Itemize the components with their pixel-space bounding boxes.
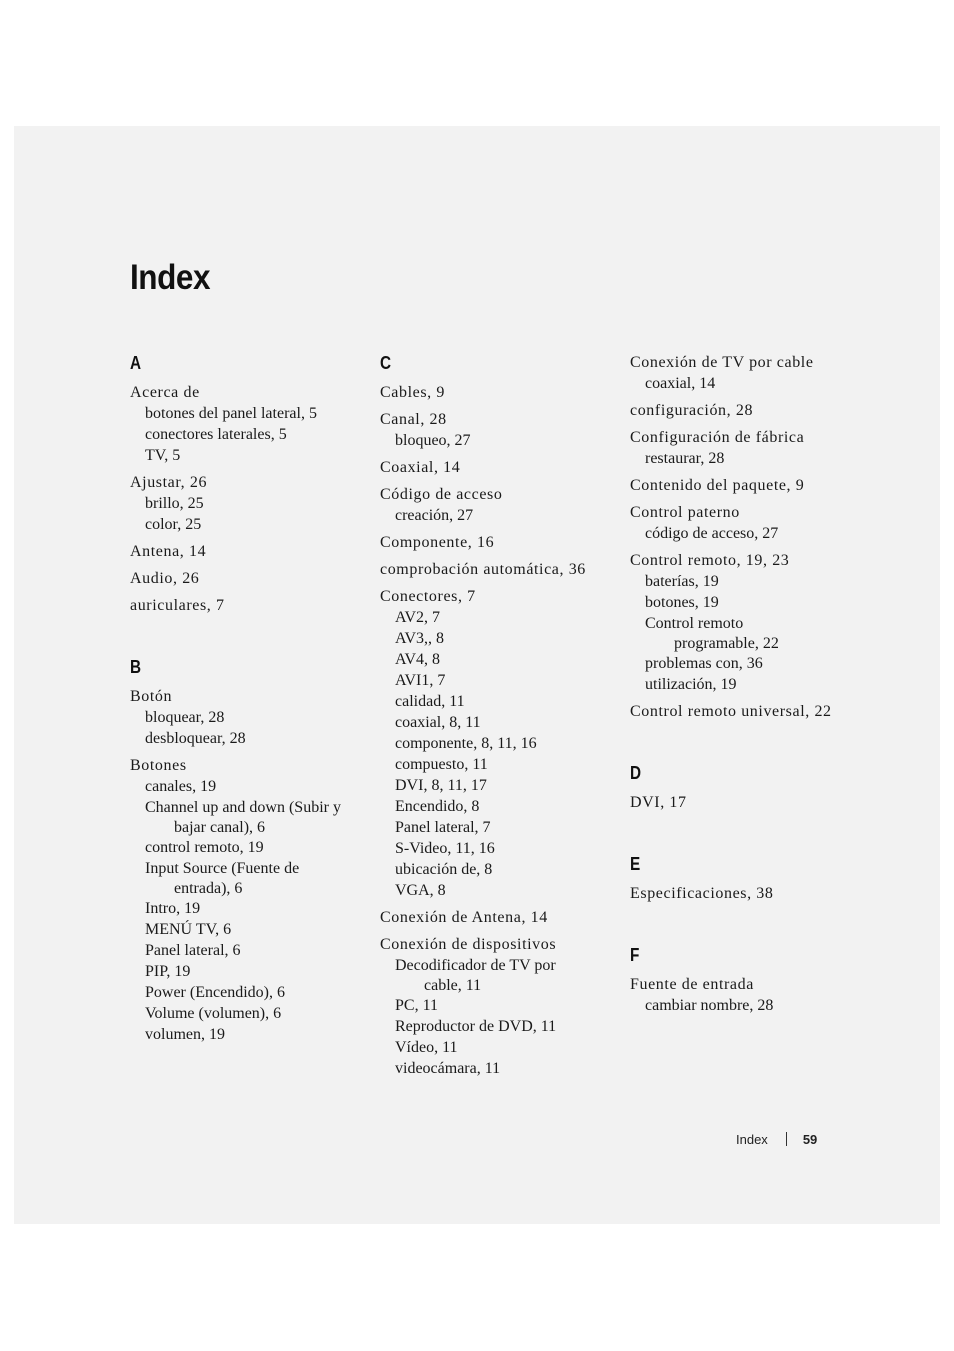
index-subentry: Input Source (Fuente de (145, 860, 300, 877)
index-entry (130, 472, 370, 535)
index-entry (630, 502, 880, 544)
index-subentry: S-Video, 11, 16 (395, 840, 495, 857)
index-entry (130, 686, 370, 749)
index-term: Botón (130, 688, 173, 705)
index-term: Conexión de dispositivos (380, 936, 557, 953)
index-subentry-continued: programable, 22 (674, 635, 779, 652)
index-section (130, 352, 370, 616)
index-column-2 (380, 352, 620, 1119)
index-subentry: código de acceso, 27 (645, 525, 779, 542)
index-entry (630, 427, 880, 469)
index-subentry: problemas con, 36 (645, 655, 763, 672)
index-entry (630, 974, 880, 1016)
index-term: Conectores, 7 (380, 588, 476, 605)
index-entry (630, 883, 880, 904)
index-subentry: Panel lateral, 7 (395, 819, 491, 836)
index-term: comprobación automática, 36 (380, 561, 586, 578)
index-subentry: AV2, 7 (395, 609, 441, 626)
index-column-3 (630, 352, 880, 1056)
index-term: Audio, 26 (130, 570, 200, 587)
index-term: Acerca de (130, 384, 200, 401)
index-term: Cables, 9 (380, 384, 445, 401)
index-subentry: baterías, 19 (645, 573, 719, 590)
index-subentry: restaurar, 28 (645, 450, 725, 467)
index-subentry-continued: cable, 11 (424, 977, 482, 994)
index-subentry: control remoto, 19 (145, 839, 264, 856)
index-term: DVI, 17 (630, 794, 687, 811)
index-entry (630, 701, 880, 722)
index-subentry: DVI, 8, 11, 17 (395, 777, 487, 794)
index-subentry: utilización, 19 (645, 676, 737, 693)
index-term: Control paterno (630, 504, 740, 521)
page-number: 59 (802, 1132, 818, 1147)
index-subentry: botones del panel lateral, 5 (145, 405, 317, 422)
index-subentry: bloquear, 28 (145, 709, 225, 726)
index-subentry: AV3,, 8 (395, 630, 445, 647)
index-entry (630, 400, 880, 421)
index-subentry: MENÚ TV, 6 (145, 921, 232, 938)
index-section (630, 352, 880, 722)
index-subentry: color, 25 (145, 516, 202, 533)
index-term: Conexión de Antena, 14 (380, 909, 548, 926)
section-letter: D (630, 763, 642, 783)
page-title: Index (130, 258, 211, 297)
index-entry (380, 382, 620, 403)
index-subentry: coaxial, 8, 11 (395, 714, 481, 731)
index-subentry: botones, 19 (645, 594, 719, 611)
index-subentry-continued: entrada), 6 (174, 880, 243, 897)
index-entry (130, 755, 370, 1045)
index-entry (380, 409, 620, 451)
index-entry (130, 382, 370, 466)
index-term: Componente, 16 (380, 534, 495, 551)
index-subentry: ubicación de, 8 (395, 861, 493, 878)
section-letter: E (630, 854, 641, 874)
index-entry (380, 484, 620, 526)
index-entry (380, 457, 620, 478)
index-subentry: volumen, 19 (145, 1026, 225, 1043)
index-section (630, 853, 880, 904)
index-term: Control remoto universal, 22 (630, 703, 832, 720)
index-term: Contenido del paquete, 9 (630, 477, 805, 494)
index-term: Configuración de fábrica (630, 429, 805, 446)
index-subentry: VGA, 8 (395, 882, 446, 899)
footer-separator (786, 1132, 787, 1146)
index-term: Ajustar, 26 (130, 474, 208, 491)
index-subentry: Panel lateral, 6 (145, 942, 241, 959)
index-subentry: Channel up and down (Subir y (145, 799, 341, 816)
section-letter: A (130, 353, 142, 373)
index-term: Antena, 14 (130, 543, 207, 560)
index-subentry: PC, 11 (395, 997, 438, 1014)
index-subentry: AV4, 8 (395, 651, 441, 668)
index-term: Código de acceso (380, 486, 503, 503)
index-subentry: desbloquear, 28 (145, 730, 246, 747)
index-section (630, 944, 880, 1016)
index-term: auriculares, 7 (130, 597, 225, 614)
page-footer (736, 1132, 817, 1147)
index-subentry: Decodificador de TV por (395, 957, 556, 974)
index-term: Botones (130, 757, 187, 774)
index-section (130, 656, 370, 1045)
index-entry (130, 568, 370, 589)
index-subentry: TV, 5 (145, 447, 181, 464)
index-entry (380, 559, 620, 580)
index-subentry: coaxial, 14 (645, 375, 716, 392)
index-subentry: conectores laterales, 5 (145, 426, 287, 443)
index-entry (130, 541, 370, 562)
index-subentry: brillo, 25 (145, 495, 204, 512)
index-entry (630, 352, 880, 394)
index-term: Control remoto, 19, 23 (630, 552, 790, 569)
index-subentry: PIP, 19 (145, 963, 191, 980)
index-subentry: AVI1, 7 (395, 672, 446, 689)
index-entry (630, 475, 880, 496)
index-subentry: calidad, 11 (395, 693, 465, 710)
index-term: Fuente de entrada (630, 976, 754, 993)
index-subentry: Encendido, 8 (395, 798, 480, 815)
index-subentry: creación, 27 (395, 507, 474, 524)
index-subentry: Power (Encendido), 6 (145, 984, 285, 1001)
index-subentry: Vídeo, 11 (395, 1039, 458, 1056)
index-column-1 (130, 352, 370, 1085)
index-subentry-continued: bajar canal), 6 (174, 819, 266, 836)
index-subentry: Intro, 19 (145, 900, 201, 917)
section-letter: B (130, 657, 142, 677)
section-letter: F (630, 945, 640, 965)
section-letter: C (380, 353, 392, 373)
index-term: Especificaciones, 38 (630, 885, 774, 902)
index-section (380, 352, 620, 1079)
index-subentry: bloqueo, 27 (395, 432, 471, 449)
index-term: Canal, 28 (380, 411, 447, 428)
index-entry (130, 595, 370, 616)
index-entry (380, 586, 620, 901)
index-section (630, 762, 880, 813)
index-subentry: canales, 19 (145, 778, 217, 795)
index-subentry: Reproductor de DVD, 11 (395, 1018, 557, 1035)
index-subentry: cambiar nombre, 28 (645, 997, 774, 1014)
index-entry (630, 792, 880, 813)
index-entry (380, 934, 620, 1079)
index-subentry: videocámara, 11 (395, 1060, 501, 1077)
index-subentry: compuesto, 11 (395, 756, 488, 773)
index-term: configuración, 28 (630, 402, 754, 419)
index-term: Coaxial, 14 (380, 459, 461, 476)
index-entry (630, 550, 880, 695)
index-entry (380, 532, 620, 553)
footer-label: Index (736, 1132, 768, 1147)
index-subentry: Control remoto (645, 615, 744, 632)
index-subentry: componente, 8, 11, 16 (395, 735, 537, 752)
index-entry (380, 907, 620, 928)
index-term: Conexión de TV por cable (630, 354, 814, 371)
index-subentry: Volume (volumen), 6 (145, 1005, 282, 1022)
